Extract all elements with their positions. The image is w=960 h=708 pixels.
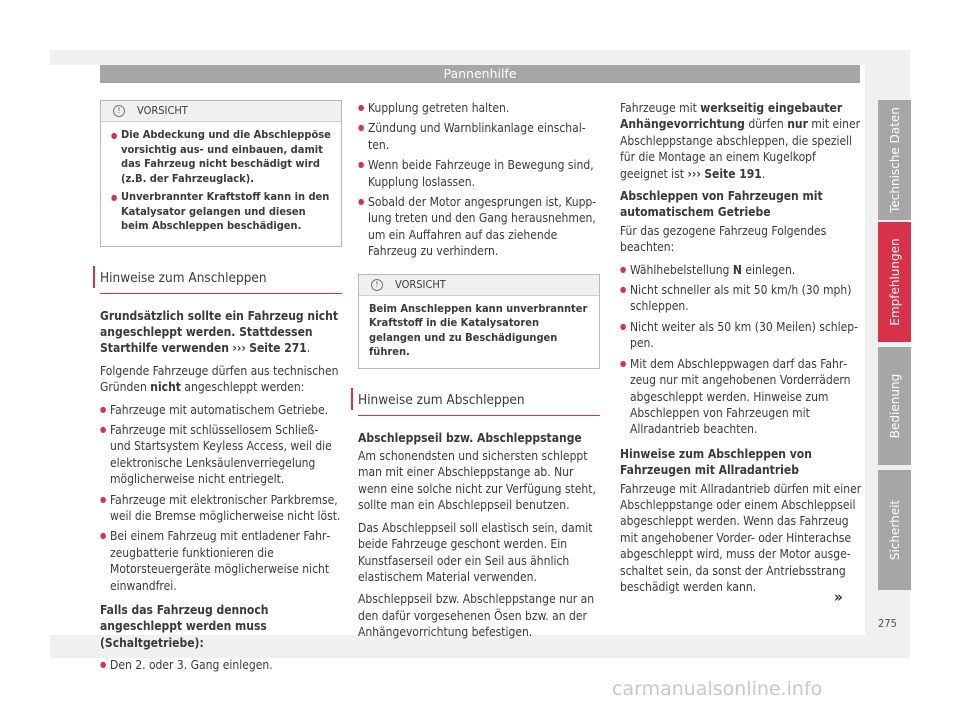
section-title-abschleppen <box>358 391 600 416</box>
list-item: ● Bei einem Fahrzeug mit entladener Fahrzeugbatterie funktionieren die Motorsteuergeräte möglicherweise nicht einwandfrei. <box>100 528 342 594</box>
list-item: ● Nicht weiter als 50 km (30 Meilen) schleppen. <box>620 319 862 352</box>
text: Folgende Fahrzeuge dürfen aus technischen Gründen <box>100 363 339 395</box>
tab-label: Bedienung <box>887 373 902 439</box>
column-1 <box>100 100 342 678</box>
page-reference-link[interactable]: Seite 191 <box>704 166 762 181</box>
section-title-text: Hinweise zum Anschleppen <box>100 269 267 286</box>
intro-paragraph: Grundsätzlich sollte ein Fahrzeug nicht angeschleppt werden. Stattdessen Starthilfe verwenden ››› Seite 271. <box>100 308 339 356</box>
caution-box <box>358 274 600 369</box>
tab-label: Empfehlungen <box>887 238 902 326</box>
caution-header <box>101 101 341 122</box>
caution-box <box>100 100 342 247</box>
paragraph: Das Abschleppseil soll elastisch sein, damit beide Fahrzeuge geschont werden. Ein Kunstfaserseil oder ein Seil aus ähnlich elastischem Material verwenden. <box>358 520 593 584</box>
caution-body: Beim Anschleppen kann unverbrannter Kraftstoff in die Katalysatoren gelangen und zu Beschädigungen führen. <box>369 301 588 359</box>
tab-empfehlungen[interactable] <box>878 222 911 342</box>
list-item: ● Wenn beide Fahrzeuge in Bewegung sind, Kupplung loslassen. <box>358 157 600 190</box>
ref-arrows: ››› <box>232 341 246 356</box>
sub-heading: Hinweise zum Abschleppen von Fahrzeugen mit Allradantrieb <box>620 446 812 478</box>
list-item <box>620 262 862 278</box>
page-reference-link[interactable]: Seite 271 <box>249 341 307 356</box>
bold-text: nicht <box>150 380 181 395</box>
caution-label: VORSICHT <box>137 104 188 117</box>
tab-label: Sicherheit <box>887 499 902 561</box>
column-2 <box>358 100 600 647</box>
text: dürfen <box>748 117 784 132</box>
continue-icon: » <box>834 588 843 606</box>
text: Wählhebelstellung <box>630 262 730 277</box>
intro-bold: Grundsätzlich sollte ein Fahrzeug nicht angeschleppt werden. Stattdessen Starthilfe verwenden <box>100 308 339 356</box>
text: einlegen. <box>745 262 796 277</box>
caution-header <box>359 275 599 296</box>
section-title-text: Hinweise zum Abschleppen <box>358 391 525 408</box>
section-title-anschleppen <box>100 269 342 294</box>
list-item: ● Mit dem Abschleppwagen darf das Fahrzeug nur mit angehobenen Vorderrädern abgeschleppt werden. Hinweise zum Abschleppen von Fahrzeugen mit Allradantrieb beachten. <box>620 356 862 438</box>
list-item: ● Kupplung getreten halten. <box>358 100 600 116</box>
text: angeschleppt werden: <box>184 380 305 395</box>
caution-item: ● Die Abdeckung und die Abschleppöse vorsichtig aus- und einbauen, damit das Fahrzeug nicht beschädigt wird (z.B. der Fahrzeuglack). <box>111 128 331 186</box>
watermark: carmanualsonline.info <box>612 678 823 700</box>
paragraph: Fahrzeuge mit Allradantrieb dürfen mit einer Abschleppstange oder einem Abschleppseil abgeschleppt werden. Wenn das Fahrzeug mit angehobener Vorder- oder Hinterachse abgeschleppt wird, muss der Motor ausgeschaltet sein, da sonst der Antriebsstrang beschädigt werden kann. <box>620 481 862 594</box>
tab-bedienung[interactable] <box>878 347 911 465</box>
paragraph: Am schonendsten und sichersten schleppt man mit einer Abschleppstange ab. Nur wenn eine solche nicht zur Verfügung steht, sollte man ein Abschleppseil benutzen. <box>358 449 596 513</box>
paragraph: Fahrzeuge mit werkseitig eingebauter Anhängevorrichtung dürfen nur mit einer Abschleppstange abschleppen, die speziell für die Montage an einem Kugelkopf geeignet ist ››› Seite 191. <box>620 101 861 181</box>
ref-arrows: ››› <box>687 166 701 181</box>
exclamation-circle-icon: ! <box>113 105 125 117</box>
column-3 <box>620 100 862 601</box>
bold-text: N <box>732 262 742 277</box>
list-item: ● Sobald der Motor angesprungen ist, Kupplung treten und den Gang herausnehmen, um ein Auffahren auf das ziehende Fahrzeug zu verhindern. <box>358 194 600 260</box>
tab-technische-daten[interactable] <box>878 100 911 220</box>
bold-heading: Falls das Fahrzeug dennoch angeschleppt werden muss (Schaltgetriebe): <box>100 603 269 650</box>
page-header: Pannenhilfe <box>100 65 860 83</box>
caution-body <box>101 122 341 246</box>
paragraph <box>100 363 342 396</box>
tab-sicherheit[interactable] <box>878 470 911 590</box>
text: Fahrzeuge mit <box>620 101 697 115</box>
list-item: ● Den 2. oder 3. Gang einlegen. <box>100 657 342 673</box>
list-item: ● Fahrzeuge mit automatischem Getriebe. <box>100 402 342 418</box>
paragraph: Abschleppseil bzw. Abschleppstange nur an den dafür vorgesehenen Ösen bzw. an der Anhängevorrichtung befestigen. <box>358 592 595 640</box>
caution-label: VORSICHT <box>395 277 446 291</box>
list-item: ● Nicht schneller als mit 50 km/h (30 mph) schleppen. <box>620 282 862 315</box>
list-item: ● Fahrzeuge mit schlüssellosem Schließ- und Startsystem Keyless Access, weil die elektronische Lenksäulenverriegelung möglicherweise nicht entriegelt. <box>100 422 342 488</box>
bold-text: werkseitig eingebauter Anhängevorrichtung <box>620 101 843 132</box>
sub-heading: Abschleppen von Fahrzeugen mit automatischem Getriebe <box>620 189 823 220</box>
exclamation-circle-icon: ! <box>371 279 383 291</box>
list-item: ● Fahrzeuge mit elektronischer Parkbremse, weil die Bremse möglicherweise nicht löst. <box>100 492 342 525</box>
paragraph: Für das gezogene Fahrzeug Folgendes beachten: <box>620 223 827 255</box>
page-number: 275 <box>878 617 897 630</box>
bold-text: nur <box>787 117 808 132</box>
caution-item: ● Unverbrannter Kraftstoff kann in den Katalysator gelangen und diesen beim Abschleppen beschädigen. <box>111 190 331 234</box>
sub-heading: Abschleppseil bzw. Abschleppstange <box>358 430 582 445</box>
text: mit einer Abschleppstange abschleppen, die speziell für die Montage an einem Kugelkopf geeignet ist <box>620 117 861 181</box>
list-item: ● Zündung und Warnblinkanlage einschalten. <box>358 120 600 153</box>
tab-label: Technische Daten <box>887 107 902 213</box>
